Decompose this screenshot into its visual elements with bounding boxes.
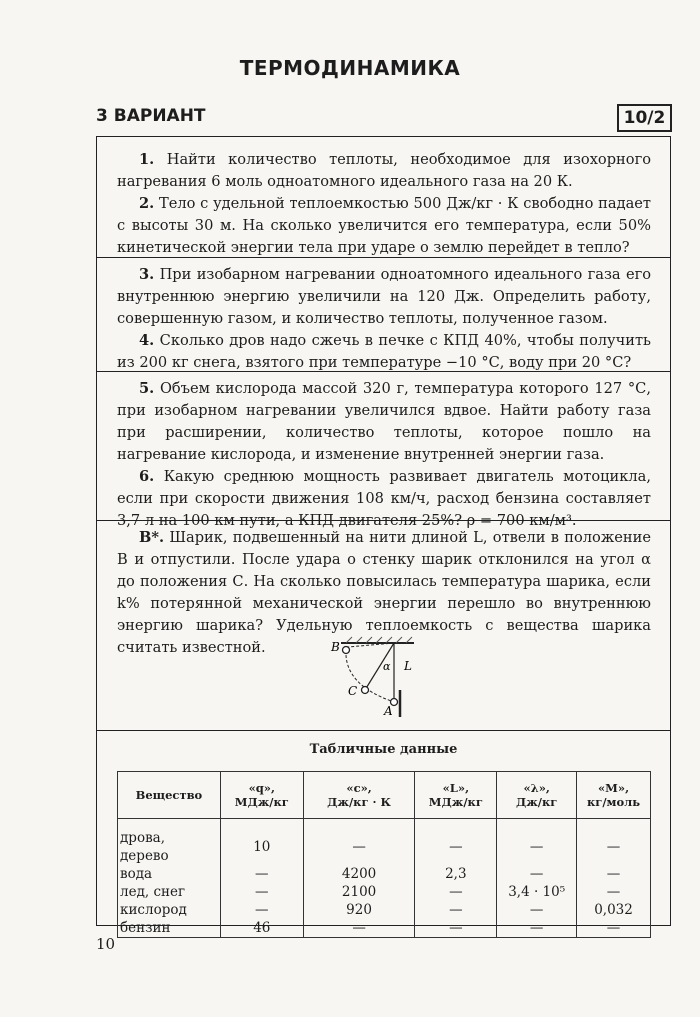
label-c: C [348,684,358,698]
cell-substance: кислород [118,901,221,919]
data-table [117,771,651,938]
problem-3 [117,264,651,330]
problem-5 [117,378,651,466]
problem-number: 2. [139,195,155,212]
problem-4 [117,330,651,374]
cell-q: — [220,901,303,919]
ball-b [343,647,350,654]
table-row [118,865,651,883]
ball-c [362,687,369,694]
cell-q: — [220,865,303,883]
header-substance: Вещество [118,772,221,819]
problem-section-2 [117,264,651,374]
cell-m: — [577,819,651,866]
cell-l: — [415,901,497,919]
label-a: A [384,704,393,718]
problem-section-3 [117,378,651,532]
cell-substance: лед, снег [118,883,221,901]
pendulum-figure [326,635,426,720]
table-row [118,919,651,938]
label-b: B [331,640,340,654]
problem-text: Найти количество теплоты, необходимое для изохорного нагревания 6 моль одноатомного идеального газа на 20 К. [117,151,652,190]
label-alpha: α [383,660,391,673]
cell-m: — [577,883,651,901]
cell-c: 920 [303,901,415,919]
table-row [118,901,651,919]
cell-l: — [415,819,497,866]
problem-6 [117,466,651,532]
cell-m: 0,032 [577,901,651,919]
table-row [118,819,651,866]
header-lambda: «λ», Дж/кг [497,772,577,819]
header-c: «c», Дж/кг · К [303,772,415,819]
variant-code-box: 10/2 [617,104,672,132]
table-row [118,883,651,901]
problem-number: 3. [139,266,155,283]
header-q: «q», МДж/кг [220,772,303,819]
problem-number: В*. [139,529,165,546]
problem-text: Сколько дров надо сжечь в печке с КПД 40%, чтобы получить из 200 кг снега, взятого при температуре −10 °С, воду при 20 °С? [117,332,651,371]
cell-c: — [303,919,415,938]
problem-text: Тело с удельной теплоемкостью 500 Дж/кг · К свободно падает с высоты 30 м. На сколько увеличится его температура, если 50% кинетической энергии тела при ударе о землю перейдет в тепло? [117,195,652,256]
cell-q: — [220,883,303,901]
section-divider [96,730,671,731]
cell-q: 46 [220,919,303,938]
cell-substance: бензин [118,919,221,938]
header-m: «M», кг/моль [577,772,651,819]
cell-l: 2,3 [415,865,497,883]
cell-lambda: — [497,919,577,938]
cell-c: — [303,819,415,866]
cell-lambda: — [497,819,577,866]
problem-number: 6. [139,468,155,485]
problem-number: 1. [139,151,155,168]
problem-text: При изобарном нагревании одноатомного идеального газа его внутреннюю энергию увеличили на 120 Дж. Определить работу, совершенную газом, и количество теплоты, полученное газом. [117,266,652,327]
problem-text: Шарик, подвешенный на нити длиной L, отвели в положение В и отпустили. После удара о стенку шарик отклонился на угол α до положения С. На сколько повысилась температура шарика, если k% потерянной механической энергии перешло во внутреннюю энергию шарика? Удельную теплоемкость c вещества шарика считать известной. [117,529,651,656]
cell-substance: вода [118,865,221,883]
page-title: ТЕРМОДИНАМИКА [239,56,461,80]
cell-lambda: — [497,865,577,883]
problem-1 [117,149,651,193]
cell-lambda: 3,4 · 10⁵ [497,883,577,901]
table-title: Табличные данные [309,742,458,757]
cell-c: 4200 [303,865,415,883]
table-header-row [118,772,651,819]
cell-l: — [415,883,497,901]
problem-number: 4. [139,332,155,349]
cell-substance: дрова, дерево [118,819,221,866]
problem-2 [117,193,651,259]
problem-section-1 [117,149,651,259]
page-number: 10 [96,935,116,953]
variant-heading: 3 ВАРИАНТ [96,106,206,126]
cell-q: 10 [220,819,303,866]
cell-l: — [415,919,497,938]
cell-m: — [577,919,651,938]
problem-text: Объем кислорода массой 320 г, температура которого 127 °С, при изобарном нагревании увеличился вдвое. Найти работу газа при расширении, количество теплоты, которое пошло на нагревание кислорода, и изменение внутренней энергии газа. [117,380,651,463]
problem-text: Какую среднюю мощность развивает двигатель мотоцикла, если при скорости движения 108 км/ч, расход бензина составляет 3,7 л на 100 км пути, а КПД двигателя 25%? ρ = 700 км/м³. [117,468,652,529]
cell-m: — [577,865,651,883]
problem-number: 5. [139,380,155,397]
cell-c: 2100 [303,883,415,901]
cell-lambda: — [497,901,577,919]
header-l: «L», МДж/кг [415,772,497,819]
label-l: L [404,659,412,673]
